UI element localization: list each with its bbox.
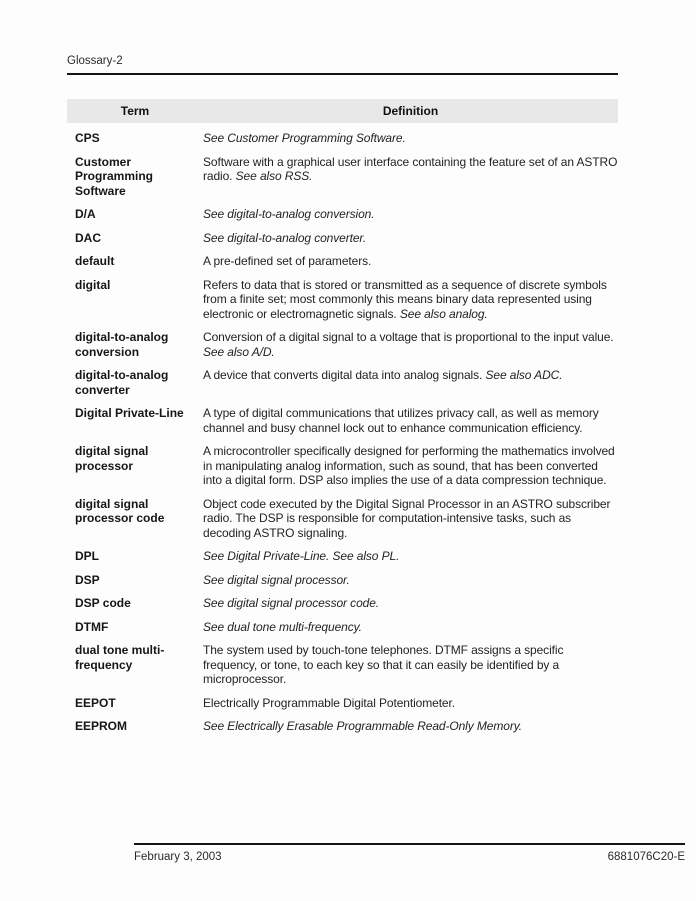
definition-cell <box>203 444 618 488</box>
term-cell: D/A <box>75 207 96 221</box>
term-cell: DTMF <box>75 619 109 634</box>
column-header-definition: Definition <box>382 104 439 118</box>
definition-cell <box>203 155 618 199</box>
definition-segment: See also analog. <box>399 306 488 321</box>
term-cell: dual tone multi-frequency <box>75 643 165 672</box>
glossary-row <box>67 330 618 359</box>
document-page <box>67 0 685 901</box>
glossary-row <box>67 254 618 269</box>
definition-cell <box>203 549 618 564</box>
glossary-row <box>67 620 618 635</box>
glossary-row <box>67 497 618 541</box>
definition-cell <box>203 254 618 269</box>
table-body <box>67 131 618 734</box>
table-header <box>67 99 618 123</box>
glossary-row <box>67 596 618 611</box>
footer-doc-number: 6881076C20-E <box>607 851 685 863</box>
glossary-row <box>67 278 618 322</box>
term-cell: EEPROM <box>75 719 128 733</box>
term-cell: DSP <box>75 572 100 587</box>
definition-segment: See also A/D. <box>203 344 275 359</box>
definition-segment: See Digital Private-Line. See also PL. <box>203 549 400 563</box>
term-cell: digital <box>75 277 111 292</box>
definition-cell <box>203 573 618 588</box>
term-cell: digital signal processor <box>75 444 149 473</box>
definition-cell <box>203 231 618 246</box>
definition-segment: A type of digital communications that utilizes privacy call, as well as memory channel and busy channel lock out to enhance communication efficiency. <box>203 406 599 435</box>
definition-segment: A microcontroller specifically designed for performing the mathematics involved in manipulating analog information, such as sound, that has been converted into a digital form. DSP also implies the use of a data compression technique. <box>203 444 615 487</box>
header-rule <box>67 73 618 75</box>
definition-segment: See digital-to-analog conversion. <box>203 207 375 221</box>
glossary-row <box>67 368 618 397</box>
glossary-table <box>67 99 618 734</box>
term-cell: DAC <box>75 230 101 245</box>
page-footer <box>134 843 685 864</box>
glossary-row <box>67 131 618 146</box>
definition-segment: Object code executed by the Digital Signal Processor in an ASTRO subscriber radio. The DSP is responsible for computation-intensive tasks, such as decoding ASTRO signaling. <box>203 496 611 540</box>
definition-cell <box>203 406 618 435</box>
definition-segment: The system used by touch-tone telephones. DTMF assigns a specific frequency, or tone, to each key so that it can easily be identified by a microprocessor. <box>203 643 564 686</box>
definition-segment: See digital signal processor. <box>203 572 350 587</box>
definition-cell <box>203 131 618 146</box>
term-cell: DSP code <box>75 596 131 610</box>
definition-segment: Conversion of a digital signal to a voltage that is proportional to the input value. <box>203 330 614 344</box>
definition-segment: Electrically Programmable Digital Potentiometer. <box>203 695 455 710</box>
definition-segment: A device that converts digital data into analog signals. <box>203 368 486 382</box>
definition-cell <box>203 368 618 397</box>
glossary-row <box>67 549 618 564</box>
term-cell: CPS <box>75 131 100 145</box>
footer-date: February 3, 2003 <box>134 851 222 863</box>
definition-segment: See digital-to-analog converter. <box>203 230 367 245</box>
definition-segment: A pre-defined set of parameters. <box>203 254 372 268</box>
glossary-row <box>67 643 618 687</box>
glossary-row <box>67 207 618 222</box>
glossary-row <box>67 444 618 488</box>
definition-cell <box>203 207 618 222</box>
term-cell: Customer Programming Software <box>75 154 154 198</box>
term-cell: Digital Private-Line <box>75 406 184 420</box>
definition-segment: See also ADC. <box>485 368 563 382</box>
term-cell: default <box>75 254 115 268</box>
footer-row <box>134 851 685 864</box>
term-cell: EEPOT <box>75 695 116 710</box>
glossary-row <box>67 696 618 711</box>
glossary-row <box>67 406 618 435</box>
column-header-term: Term <box>120 104 150 118</box>
definition-segment: See also RSS. <box>235 169 313 183</box>
definition-cell <box>203 719 618 734</box>
term-cell: DPL <box>75 549 99 563</box>
term-cell: digital-to-analog conversion <box>75 330 169 359</box>
definition-segment: See Electrically Erasable Programmable Read-Only Memory. <box>203 719 522 733</box>
term-cell: digital-to-analog converter <box>75 368 169 397</box>
definition-cell <box>203 620 618 635</box>
footer-rule <box>134 843 685 845</box>
term-cell: digital signal processor code <box>75 496 165 525</box>
definition-segment: See digital signal processor code. <box>203 596 380 610</box>
definition-segment: Software with a graphical user interface containing the feature set of an ASTRO radio. <box>203 154 618 183</box>
glossary-row <box>67 231 618 246</box>
glossary-row <box>67 155 618 199</box>
definition-segment: See dual tone multi-frequency. <box>203 619 362 634</box>
definition-cell <box>203 497 618 541</box>
definition-cell <box>203 696 618 711</box>
definition-cell <box>203 596 618 611</box>
glossary-row <box>67 719 618 734</box>
glossary-row <box>67 573 618 588</box>
definition-cell <box>203 330 618 359</box>
definition-segment: Refers to data that is stored or transmitted as a sequence of discrete symbols from a finite set; most commonly this means binary data represented using electronic or electromagnetic signals. <box>203 277 607 321</box>
definition-segment: See Customer Programming Software. <box>203 131 406 145</box>
definition-cell <box>203 643 618 687</box>
definition-cell <box>203 278 618 322</box>
running-header-page-label: Glossary-2 <box>67 55 123 67</box>
